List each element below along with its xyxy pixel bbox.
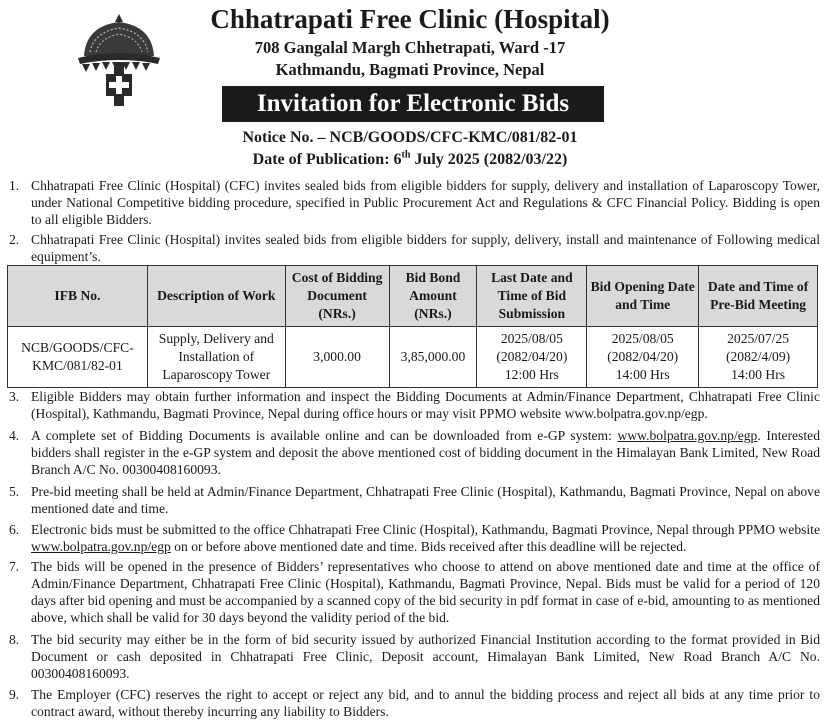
clinic-name: Chhatrapati Free Clinic (Hospital) — [210, 4, 610, 34]
paragraph-9: 9. The Employer (CFC) reserves the right to accept or reject any bid, and to annul the bidding process and reject all bids at any time prior to contract award, without thereby incurring any liability to Bidders. — [9, 687, 820, 719]
bolpatra-link[interactable]: www.bolpatra.gov.np/egp — [617, 428, 758, 443]
cell-cost: 3,000.00 — [285, 327, 389, 388]
bids-table — [7, 265, 818, 388]
cell-last-date: 2025/08/05 (2082/04/20) 12:00 Hrs — [477, 327, 587, 388]
paragraph-8: 8. The bid security may either be in the form of bid security issued by authorized Financial Institution according to the format provided in Bid Document or cash deposited in Chhatrapati Free Clinic, Deposit account, Himalayan Bank Limited, New Road Branch A/C No. 00300408160093. — [9, 632, 820, 681]
cell-description: Supply, Delivery and Installation of Laparoscopy Tower — [147, 327, 285, 388]
table-header-row — [8, 266, 818, 327]
paragraph-1: 1. Chhatrapati Free Clinic (Hospital) (CFC) invites sealed bids from eligible bidders for supply, delivery and installation of Laparoscopy Tower, under National Competitive bidding procedure, specified in Public Procurement Act and Regulations & CFC Financial Policy. Bidding is open to all eligible Bidders. — [9, 178, 820, 227]
address-line-2: Kathmandu, Bagmati Province, Nepal — [275, 60, 545, 79]
header-last-date: Last Date and Time of Bid Submission — [477, 266, 587, 327]
bolpatra-link[interactable]: www.bolpatra.gov.np/egp — [31, 539, 171, 554]
cell-prebid: 2025/07/25 (2082/4/09) 14:00 Hrs — [699, 327, 818, 388]
publication-date: Date of Publication: 6th July 2025 (2082/03/22) — [252, 149, 568, 168]
notice-number: Notice No. – NCB/GOODS/CFC-KMC/081/82-01 — [242, 129, 578, 146]
paragraph-7: 7. The bids will be opened in the presence of Bidders’ representatives who choose to attend on above mentioned date and time at the office of Admin/Finance Department, Chhatrapati Free Clinic (Hospital), Kathmandu, Bagmati Province, Nepal. Bids must be valid for a period of 120 days after bid opening and must be accompanied by a scanned copy of the bid security in pdf format in case of e-bid, amounting to as mentioned above, which shall be valid for 30 days beyond the validity period of the bid. — [9, 559, 820, 625]
paragraph-6: 6. Electronic bids must be submitted to the office Chhatrapati Free Clinic (Hospital), Kathmandu, Bagmati Province, Nepal through PPMO website www.bolpatra.gov.np/egp on or before above mentioned date and time. Bids received after this deadline will be rejected. — [9, 522, 820, 554]
header-description: Description of Work — [147, 266, 285, 327]
clinic-logo-icon — [74, 12, 164, 108]
paragraph-3: 3. Eligible Bidders may obtain further information and inspect the Bidding Documents at Admin/Finance Department, Chhatrapati Free Clinic (Hospital), Kathmandu, Bagmati Province, Nepal during office hours or may visit PPMO website www.bolpatra.gov.np/egp. — [9, 389, 820, 421]
cell-ifb-no: NCB/GOODS/CFC-KMC/081/82-01 — [8, 327, 148, 388]
address-line-1: 708 Gangalal Margh Chhetrapati, Ward -17 — [254, 38, 566, 57]
paragraph-5: 5. Pre-bid meeting shall be held at Admin/Finance Department, Chhatrapati Free Clinic (Hospital), Kathmandu, Bagmati Province, Nepal on above mentioned date and time. — [9, 484, 820, 516]
header-opening: Bid Opening Date and Time — [587, 266, 699, 327]
table-row — [8, 327, 818, 388]
title-banner: Invitation for Electronic Bids — [222, 86, 604, 122]
cell-opening: 2025/08/05 (2082/04/20) 14:00 Hrs — [587, 327, 699, 388]
header-ifb-no: IFB No. — [8, 266, 148, 327]
header-prebid: Date and Time of Pre-Bid Meeting — [699, 266, 818, 327]
header-cost: Cost of Bidding Document (NRs.) — [285, 266, 389, 327]
paragraph-2: 2. Chhatrapati Free Clinic (Hospital) invites sealed bids from eligible bidders for supply, delivery, install and maintenance of Following medical equipment’s. — [9, 232, 820, 264]
cell-bid-bond: 3,85,000.00 — [389, 327, 477, 388]
paragraph-4: 4. A complete set of Bidding Documents is available online and can be downloaded from e-GP system: www.bolpatra.gov.np/egp. Interested bidders shall register in the e-GP system and deposit the above mentioned cost of bidding document in the Himalayan Bank Limited, New Road Branch A/C No. 00300408160093. — [9, 428, 820, 477]
header-bid-bond: Bid Bond Amount (NRs.) — [389, 266, 477, 327]
